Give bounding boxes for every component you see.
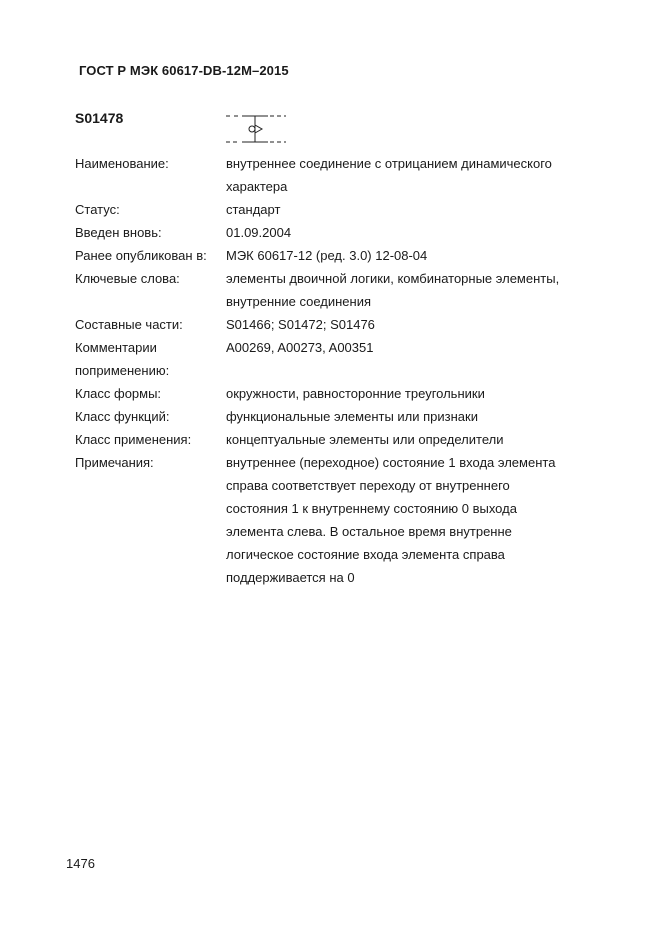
field-value: МЭК 60617-12 (ред. 3.0) 12-08-04 — [226, 248, 428, 263]
field-value: функциональные элементы или признаки — [226, 409, 478, 424]
field-value: S01466; S01472; S01476 — [226, 317, 375, 332]
field-row-comments — [75, 336, 595, 382]
field-value: внутреннее (переходное) состояние 1 входа элемента справа соответствует переходу от внутреннего состояния 1 к внутреннему состоянию 0 выхода элемента слева. В остальное время внутренне логическое состояние входа элемента справа поддерживается на 0 — [226, 455, 556, 585]
field-value: концептуальные элементы или определители — [226, 432, 504, 447]
field-value: 01.09.2004 — [226, 225, 292, 240]
field-row-components — [75, 313, 595, 336]
field-label: Введен вновь: — [75, 225, 162, 240]
field-row-application-class — [75, 428, 595, 451]
field-label: Класс применения: — [75, 432, 192, 447]
document-header: ГОСТ Р МЭК 60617-DB-12M–2015 — [79, 63, 289, 78]
field-value: элементы двоичной логики, комбинаторные элементы, внутренние соединения — [226, 271, 560, 309]
attribute-table — [75, 152, 595, 589]
field-label: Класс функций: — [75, 409, 170, 424]
field-label: Комментарии поприменению: — [75, 340, 170, 378]
field-label: Примечания: — [75, 455, 154, 470]
symbol-code: S01478 — [75, 110, 124, 126]
field-value: A00269, A00273, A00351 — [226, 340, 374, 355]
field-row-keywords — [75, 267, 595, 313]
field-label: Ключевые слова: — [75, 271, 180, 286]
dynamic-negation-connection-symbol — [224, 108, 288, 148]
field-label: Класс формы: — [75, 386, 162, 401]
field-label: Составные части: — [75, 317, 183, 332]
page-number: 1476 — [66, 856, 95, 871]
field-value: внутреннее соединение с отрицанием динамического характера — [226, 156, 552, 194]
field-row-introduced — [75, 221, 595, 244]
field-row-status — [75, 198, 595, 221]
field-row-shape-class — [75, 382, 595, 405]
field-value: окружности, равносторонние треугольники — [226, 386, 485, 401]
field-row-notes — [75, 451, 595, 589]
field-label: Статус: — [75, 202, 120, 217]
field-label: Наименование: — [75, 156, 169, 171]
field-row-function-class — [75, 405, 595, 428]
field-value: стандарт — [226, 202, 281, 217]
field-row-name — [75, 152, 595, 198]
field-row-published — [75, 244, 595, 267]
field-label: Ранее опубликован в: — [75, 248, 207, 263]
